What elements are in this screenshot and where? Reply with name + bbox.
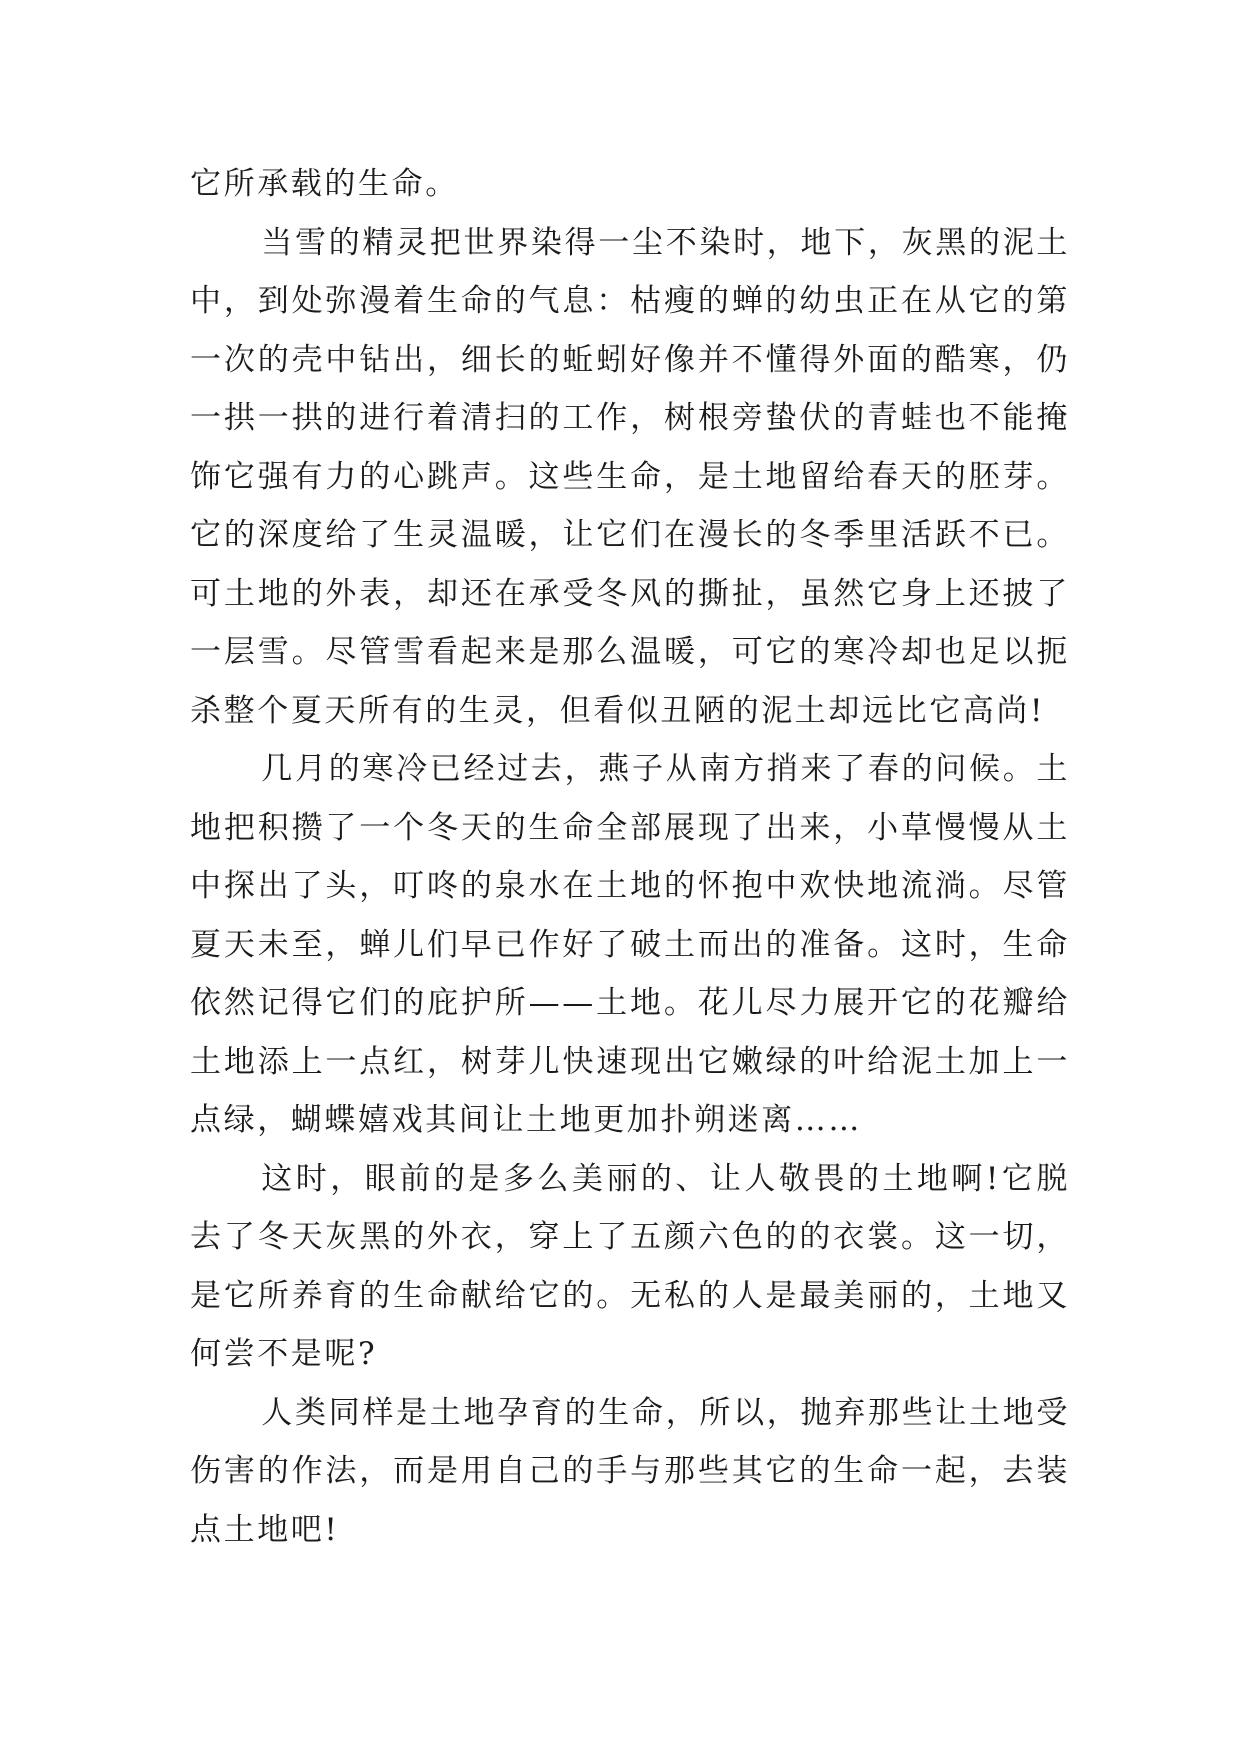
- paragraph-beautiful-land: 这时，眼前的是多么美丽的、让人敬畏的土地啊!它脱去了冬天灰黑的外衣，穿上了五颜六色的的衣裳。这一切，是它所养育的生命献给它的。无私的人是最美丽的，土地又何尝不是呢?: [190, 1160, 1070, 1372]
- paragraph-spring-arrives: 几月的寒冷已经过去，燕子从南方捎来了春的问候。土地把积攒了一个冬天的生命全部展现了出来，小草慢慢从土中探出了头，叮咚的泉水在土地的怀抱中欢快地流淌。尽管夏天未至，蝉儿们早已作好了破土而出的准备。这时，生命依然记得它们的庇护所——土地。花儿尽力展开它的花瓣给土地添上一点红，树芽儿快速现出它嫩绿的叶给泥土加上一点绿，蝴蝶嬉戏其间让土地更加扑朔迷离……: [190, 751, 1070, 1138]
- paragraph-continuation: 它所承载的生命。: [190, 166, 459, 202]
- document-body: [190, 155, 1070, 1559]
- paragraph-snow-spirit: 当雪的精灵把世界染得一尘不染时，地下，灰黑的泥土中，到处弥漫着生命的气息：枯瘦的蝉的幼虫正在从它的第一次的壳中钻出，细长的蚯蚓好像并不懂得外面的酷寒，仍一拱一拱的进行着清扫的工作，树根旁蛰伏的青蛙也不能掩饰它强有力的心跳声。这些生命，是土地留给春天的胚芽。它的深度给了生灵温暖，让它们在漫长的冬季里活跃不已。可土地的外表，却还在承受冬风的撕扯，虽然它身上还披了一层雪。尽管雪看起来是那么温暖，可它的寒冷却也足以扼杀整个夏天所有的生灵，但看似丑陋的泥土却远比它高尚!: [190, 224, 1070, 729]
- paragraph-humanity: 人类同样是土地孕育的生命，所以，抛弃那些让土地受伤害的作法，而是用自己的手与那些其它的生命一起，去装点土地吧!: [190, 1394, 1070, 1548]
